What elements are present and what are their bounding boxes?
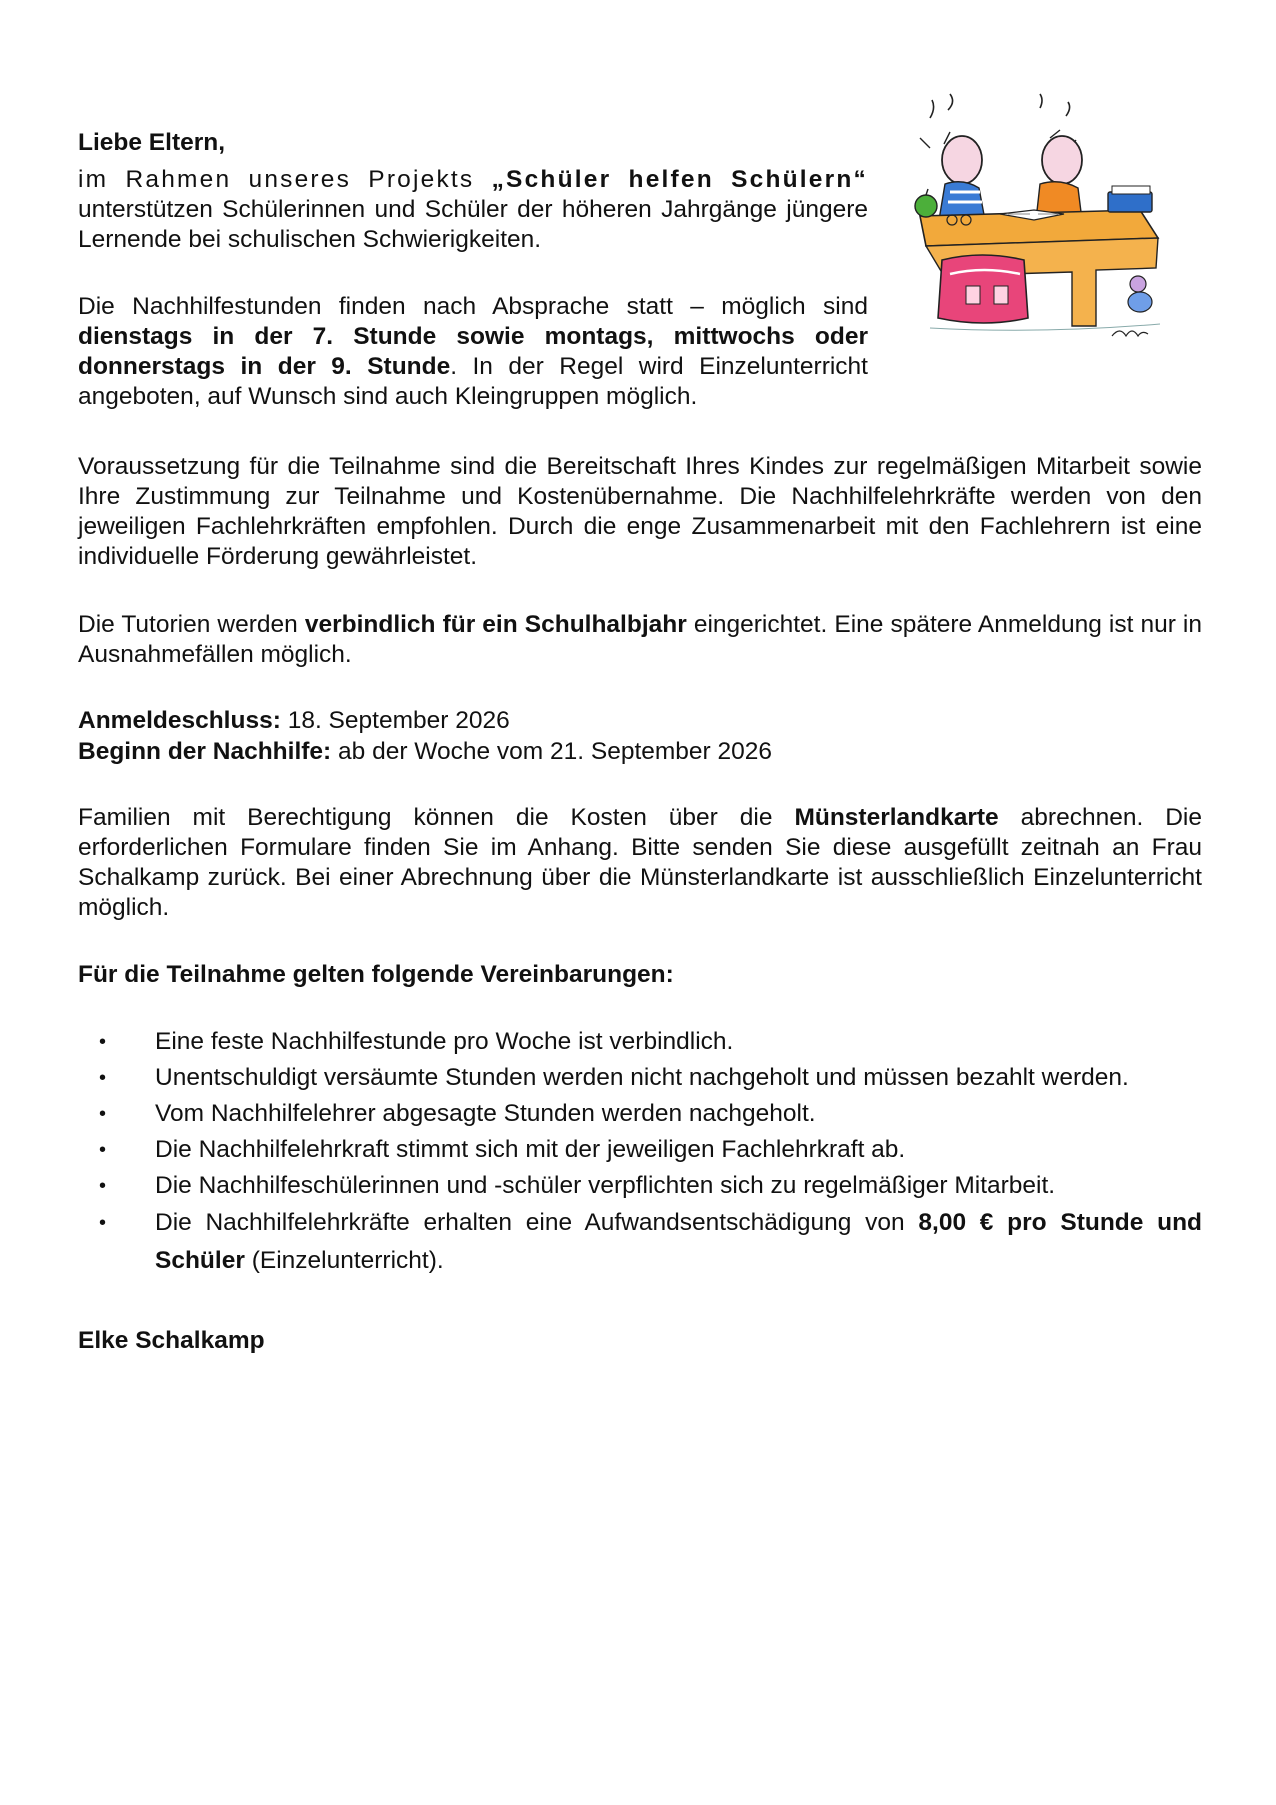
schedule-paragraph — [78, 292, 868, 412]
deadline-line — [78, 706, 1202, 736]
illustration-svg — [890, 88, 1190, 348]
billing-bold: Münsterlandkarte — [794, 804, 999, 831]
greeting: Liebe Eltern, — [78, 129, 226, 156]
project-name: „Schüler helfen Schülern“ — [491, 166, 868, 193]
tutorials-paragraph — [78, 610, 1202, 670]
requirements-paragraph: Voraussetzung für die Teilnahme sind die Bereitschaft Ihres Kindes zur regelmäßigen Mitarbeit sowie Ihre Zustimmung zur Teilnahme und Kostenübernahme. Die Nachhilfelehrkräfte werden von den jeweiligen Fachlehrkräften empfohlen. Durch die enge Zusammenarbeit mit den Fachlehrern ist eine individuelle Förderung gewährleistet. — [78, 453, 1202, 570]
list-item: • Eine feste Nachhilfestunde pro Woche ist verbindlich. — [78, 1024, 1202, 1060]
list-item: • Unentschuldigt versäumte Stunden werden nicht nachgeholt und müssen bezahlt werden. — [78, 1060, 1202, 1096]
intro-rest: unterstützen Schülerinnen und Schüler der höheren Jahrgänge jüngere Lernende bei schulischen Schwierigkeiten. — [78, 196, 868, 253]
bullet-icon: • — [99, 1212, 107, 1234]
bullet-icon: • — [99, 1103, 107, 1125]
list-item: • Die Nachhilfeschülerinnen und -schüler verpflichten sich zu regelmäßiger Mitarbeit. — [78, 1168, 1202, 1204]
bullet-icon: • — [99, 1175, 107, 1197]
schedule-lead: Die Nachhilfestunden finden nach Absprache statt – möglich sind — [78, 293, 868, 320]
list-item: • Die Nachhilfelehrkraft stimmt sich mit der jeweiligen Fachlehrkraft ab. — [78, 1132, 1202, 1168]
schedule-times: dienstags in der 7. Stunde sowie montags, mittwochs oder donnerstags in der 9. Stunde — [78, 323, 868, 380]
tutorials-bold: verbindlich für ein Schulhalbjahr — [304, 611, 687, 638]
bullet-icon: • — [99, 1031, 107, 1053]
deadline-label: Anmeldeschluss: — [78, 707, 281, 734]
schedule-rest: . In der Regel wird Einzelunterricht angeboten, auf Wunsch sind auch Kleingruppen möglich. — [78, 353, 868, 410]
bullet-icon: • — [99, 1067, 107, 1089]
list-item: • Die Nachhilfelehrkräfte erhalten eine Aufwandsentschädigung von 8,00 € pro Stunde und Schüler (Einzelunterricht). — [78, 1204, 1202, 1280]
beginn-line — [78, 737, 1202, 767]
rules-heading: Für die Teilnahme gelten folgende Vereinbarungen: — [78, 961, 674, 988]
list-item: • Vom Nachhilfelehrer abgesagte Stunden werden nachgeholt. — [78, 1096, 1202, 1132]
tutorials-rest: eingerichtet. Eine spätere Anmeldung ist nur in Ausnahmefällen möglich. — [78, 611, 1202, 668]
bullet-icon: • — [99, 1139, 107, 1161]
billing-lead: Familien mit Berechtigung können die Kosten über die — [78, 804, 773, 831]
intro-paragraph — [78, 165, 868, 255]
deadline-value: 18. September 2026 — [287, 707, 510, 734]
beginn-value: ab der Woche vom 21. September 2026 — [338, 738, 773, 765]
billing-rest: abrechnen. Die erforderlichen Formulare finden Sie im Anhang. Bitte senden Sie diese ausgefüllt zeitnah an Frau Schalkamp zurück. Bei einer Abrechnung über die Münsterlandkarte ist ausschließlich Einzelunterricht möglich. — [78, 804, 1202, 921]
billing-paragraph — [78, 803, 1202, 923]
rules-list — [78, 1024, 1202, 1280]
signature: Elke Schalkamp — [78, 1327, 265, 1354]
beginn-label: Beginn der Nachhilfe: — [78, 738, 332, 765]
intro-lead: im Rahmen unseres Projekts — [78, 166, 475, 193]
tutorials-lead: Die Tutorien werden — [78, 611, 298, 638]
children-studying-icon — [890, 88, 1190, 348]
